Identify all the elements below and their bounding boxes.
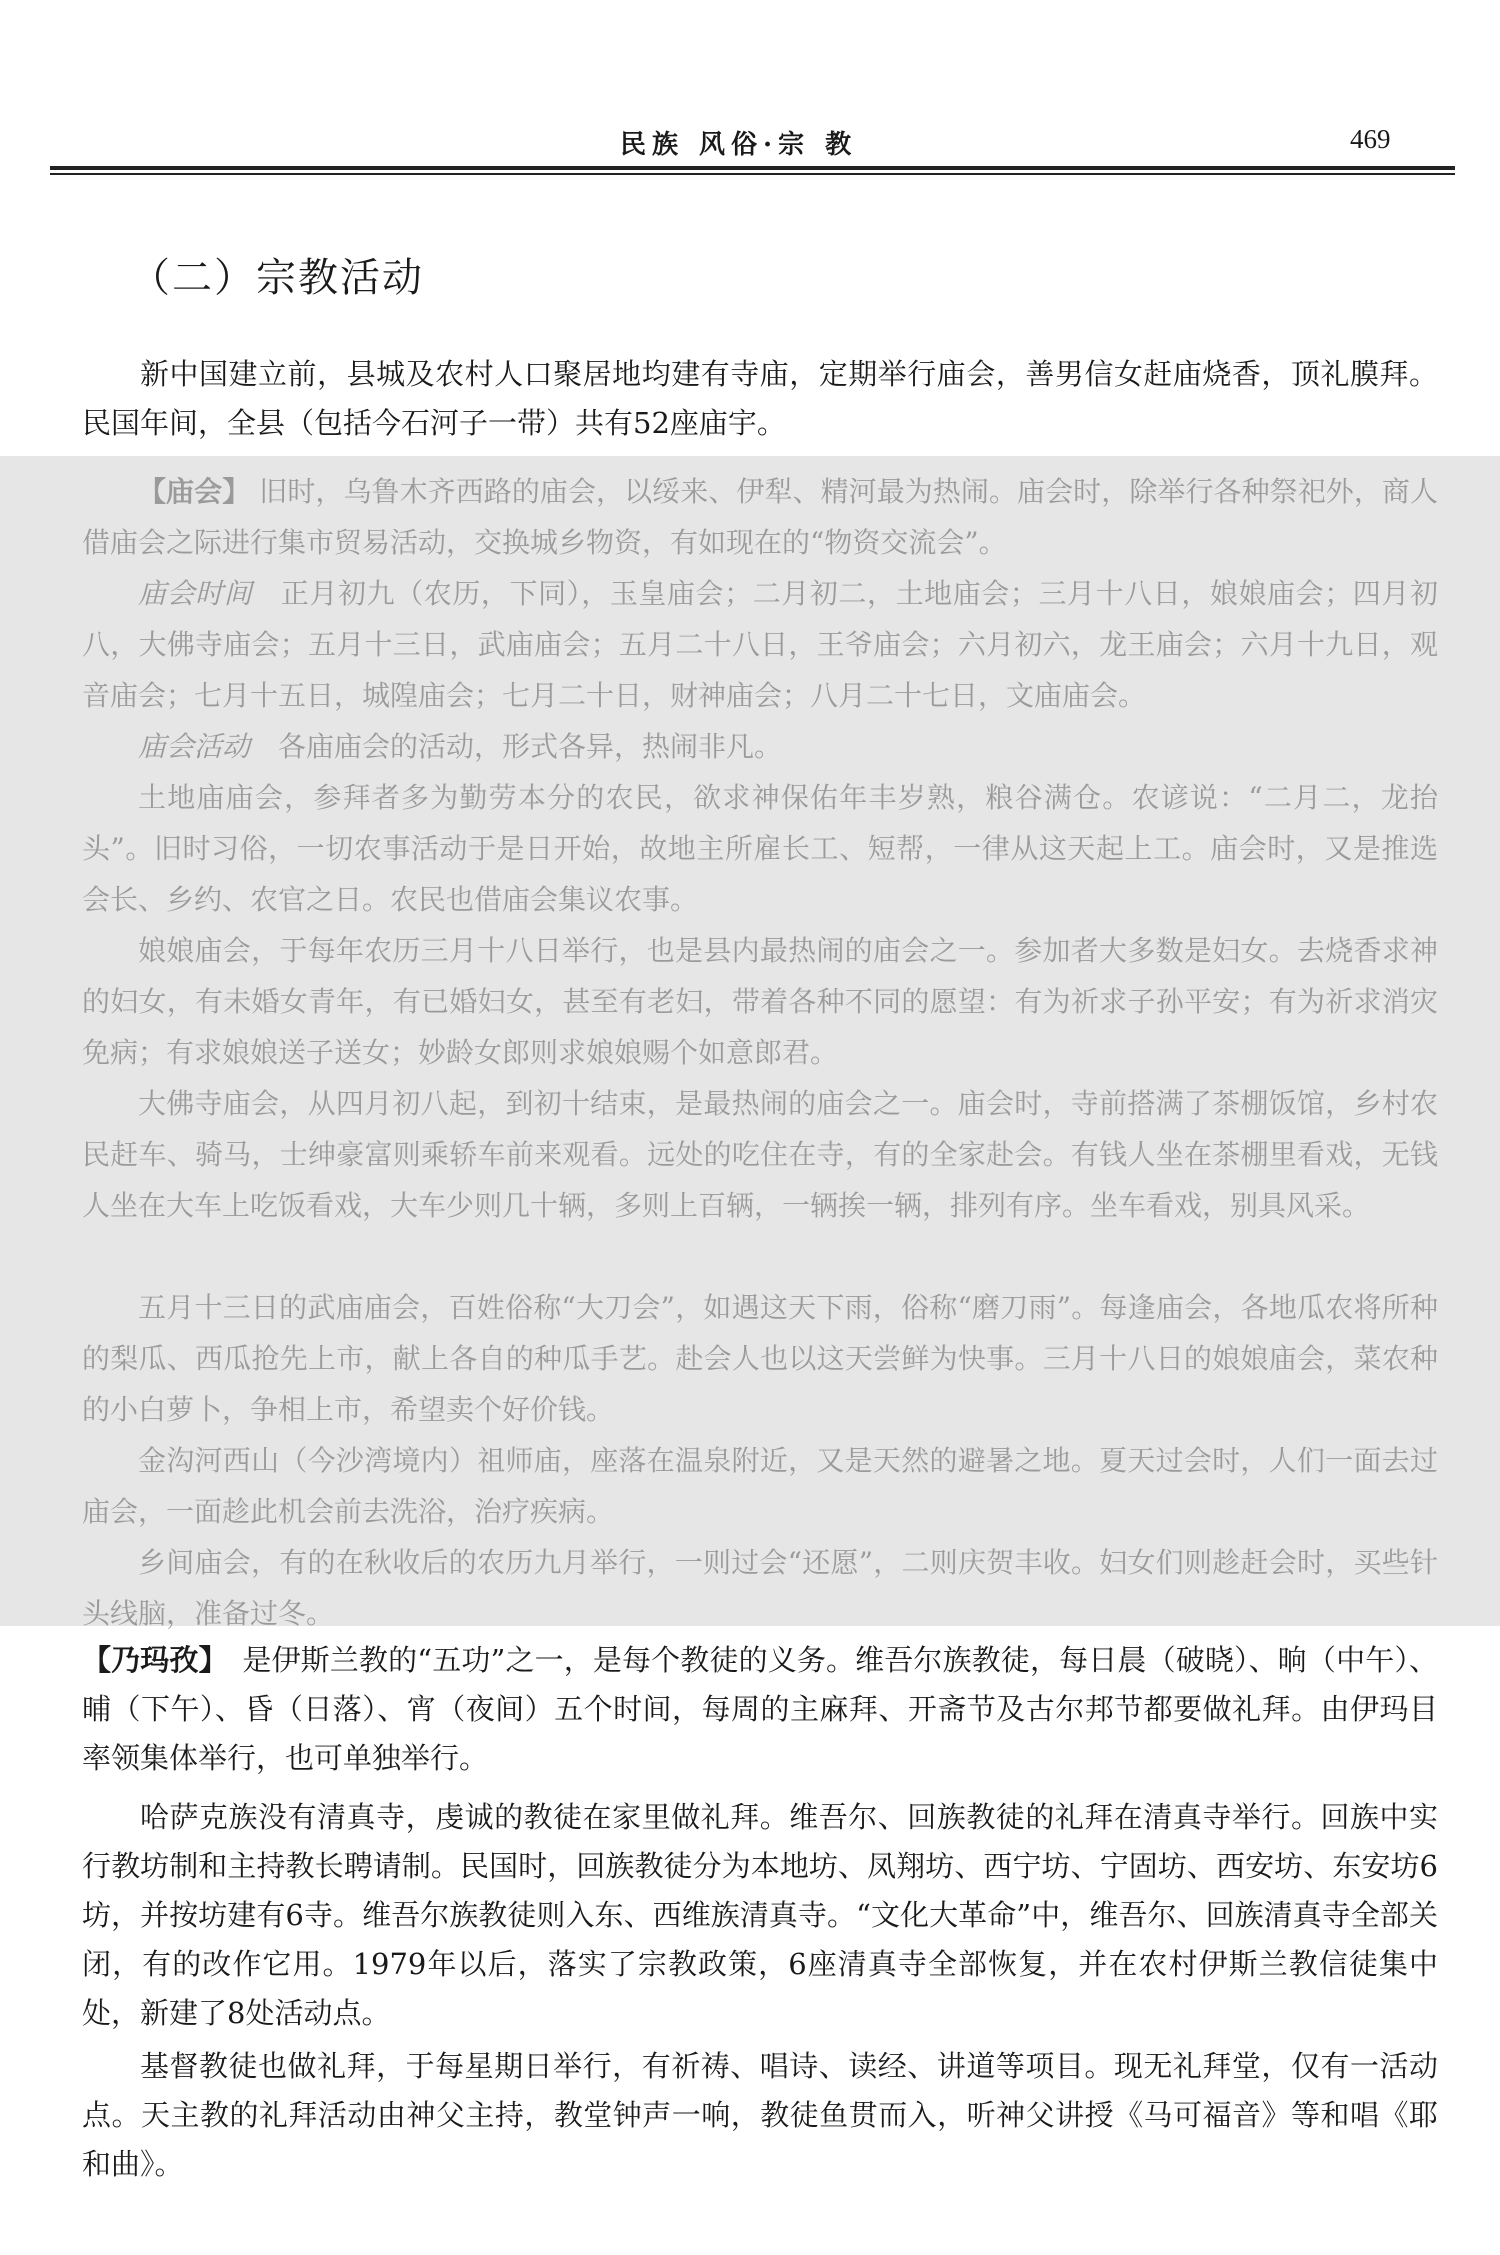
niangniang-temple-fair: 娘娘庙会，于每年农历三月十八日举行，也是县内最热闹的庙会之一。参加者大多数是妇女。去烧香求神的妇女，有未婚女青年，有已婚妇女，甚至有老妇，带着各种不同的愿望：有为祈求子孙平安；有为祈求消灾免病；有求娘娘送子送女；妙龄女郎则求娘娘赐个如意郎君。	[82, 934, 1438, 1069]
schedule-label: 庙会时间	[138, 577, 253, 610]
header-rule-thick	[50, 166, 1455, 170]
dafo-temple-fair: 大佛寺庙会，从四月初八起，到初十结束，是最热闹的庙会之一。庙会时，寺前搭满了茶棚饭馆，乡村农民赶车、骑马，士绅豪富则乘轿车前来观看。远处的吃住在寺，有的全家赴会。有钱人坐在茶棚里看戏，无钱人坐在大车上吃饭看戏，大车少则几十辆，多则上百辆，一辆挨一辆，排列有序。坐车看戏，别具风采。	[82, 1087, 1438, 1222]
temple-fair-title: 【庙会】	[138, 475, 251, 508]
page-number: 469	[1350, 124, 1391, 154]
wu-temple-fair: 五月十三日的武庙庙会，百姓俗称“大刀会”，如遇这天下雨，俗称“磨刀雨”。每逢庙会，各地瓜农将所种的梨瓜、西瓜抢先上市，献上各自的种瓜手艺。赴会人也以这天尝鲜为快事。三月十八日的娘娘庙会，菜农种的小白萝卜，争相上市，希望卖个好价钱。	[82, 1291, 1438, 1426]
header-rule-thin	[50, 173, 1455, 175]
intro-paragraph: 新中国建立前，县城及农村人口聚居地均建有寺庙，定期举行庙会，善男信女赶庙烧香，顶礼膜拜。民国年间，全县（包括今石河子一带）共有52座庙宇。	[82, 357, 1438, 440]
running-header: 民族 风俗·宗 教	[620, 130, 858, 160]
temple-fair-intro	[82, 466, 1438, 568]
namaz-title: 【乃玛孜】	[82, 1643, 214, 1677]
tudi-temple-fair: 土地庙庙会，参拜者多为勤劳本分的农民，欲求神保佑年丰岁熟，粮谷满仓。农谚说：“二月二，龙抬头”。旧时习俗，一切农事活动于是日开始，故地主所雇长工、短帮，一律从这天起上工。庙会时，又是推选会长、乡约、农官之日。农民也借庙会集议农事。	[82, 781, 1438, 916]
schedule-text: 正月初九（农历，下同），玉皇庙会；二月初二，土地庙会；三月十八日，娘娘庙会；四月初八，大佛寺庙会；五月十三日，武庙庙会；五月二十八日，王爷庙会；六月初六，龙王庙会；六月十九日，观音庙会；七月十五日，城隍庙会；七月二十日，财神庙会；八月二十七日，文庙庙会。	[82, 577, 1438, 712]
activity-label: 庙会活动	[138, 730, 251, 763]
temple-fair-section	[0, 456, 1500, 1630]
activity-text: 各庙庙会的活动，形式各异，热闹非凡。	[278, 730, 783, 763]
temple-fair-schedule	[82, 568, 1438, 721]
namaz-text: 是伊斯兰教的“五功”之一，是每个教徒的义务。维吾尔族教徒，每日晨（破晓）、晌（中午）、晡（下午）、昏（日落）、宵（夜间）五个时间，每周的主麻拜、开斋节及古尔邦节都要做礼拜。由伊玛目率领集体举行，也可单独举行。	[82, 1643, 1438, 1775]
christian-paragraph: 基督教徒也做礼拜，于每星期日举行，有祈祷、唱诗、读经、讲道等项目。现无礼拜堂，仅有一活动点。天主教的礼拜活动由神父主持，教堂钟声一响，教徒鱼贯而入，听神父讲授《马可福音》等和唱《耶和曲》。	[82, 2049, 1438, 2181]
zushi-temple-fair: 金沟河西山（今沙湾境内）祖师庙，座落在温泉附近，又是天然的避暑之地。夏天过会时，人们一面去过庙会，一面趁此机会前去洗浴，治疗疾病。	[82, 1444, 1438, 1528]
mosque-paragraph: 哈萨克族没有清真寺，虔诚的教徒在家里做礼拜。维吾尔、回族教徒的礼拜在清真寺举行。回族中实行教坊制和主持教长聘请制。民国时，回族教徒分为本地坊、凤翔坊、西宁坊、宁固坊、西安坊、东安坊6坊，并按坊建有6寺。维吾尔族教徒则入东、西维族清真寺。“文化大革命”中，维吾尔、回族清真寺全部关闭，有的改作它用。1979年以后，落实了宗教政策，6座清真寺全部恢复，并在农村伊斯兰教信徒集中处，新建了8处活动点。	[82, 1800, 1438, 2030]
section-heading: （二）宗教活动	[130, 255, 424, 301]
village-temple-fair: 乡间庙会，有的在秋收后的农历九月举行，一则过会“还愿”，二则庆贺丰收。妇女们则趁赶会时，买些针头线脑，准备过冬。	[82, 1546, 1438, 1630]
namaz-paragraph	[82, 1636, 1438, 1783]
temple-fair-intro-text: 旧时，乌鲁木齐西路的庙会，以绥来、伊犁、精河最为热闹。庙会时，除举行各种祭祀外，商人借庙会之际进行集市贸易活动，交换城乡物资，有如现在的“物资交流会”。	[82, 475, 1438, 559]
temple-fair-activities	[82, 721, 1438, 772]
